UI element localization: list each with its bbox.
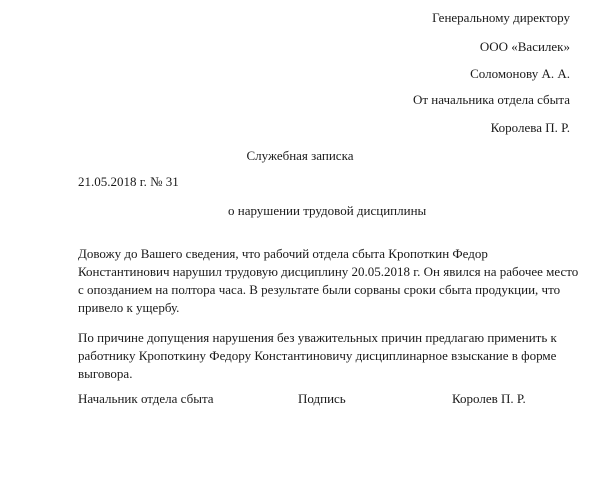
- paragraph-line: Константинович нарушил трудовую дисциплину 20.05.2018 г. Он явился на рабочее место: [78, 264, 579, 279]
- document-date-number: 21.05.2018 г. № 31: [78, 174, 179, 189]
- paragraph-line: Довожу до Вашего сведения, что рабочий отдела сбыта Кропоткин Федор: [78, 246, 488, 261]
- paragraph-line: привело к ущербу.: [78, 300, 180, 315]
- paragraph-line: с опозданием на полтора часа. В результате были сорваны сроки сбыта продукции, что: [78, 282, 561, 297]
- document-title: Служебная записка: [246, 148, 354, 163]
- addressee-name: Соломонову А. А.: [470, 66, 570, 81]
- signature-position: Начальник отдела сбыта: [78, 391, 214, 406]
- paragraph-line: работнику Кропоткину Федору Константиновичу дисциплинарное взыскание в форме: [78, 348, 557, 363]
- signature-name: Королев П. Р.: [452, 391, 526, 406]
- addressee-company: ООО «Василек»: [479, 39, 570, 54]
- sender-position: От начальника отдела сбыта: [412, 92, 570, 107]
- addressee-position: Генеральному директору: [432, 10, 570, 25]
- paragraph-line: По причине допущения нарушения без уважительных причин предлагаю применить к: [78, 330, 557, 345]
- body-paragraph-1: [78, 245, 578, 317]
- signature-label: Подпись: [298, 391, 346, 406]
- document-subject: о нарушении трудовой дисциплины: [228, 203, 427, 218]
- sender-name: Королева П. Р.: [490, 120, 570, 135]
- body-paragraph-2: [78, 329, 578, 383]
- paragraph-line: выговора.: [78, 366, 133, 381]
